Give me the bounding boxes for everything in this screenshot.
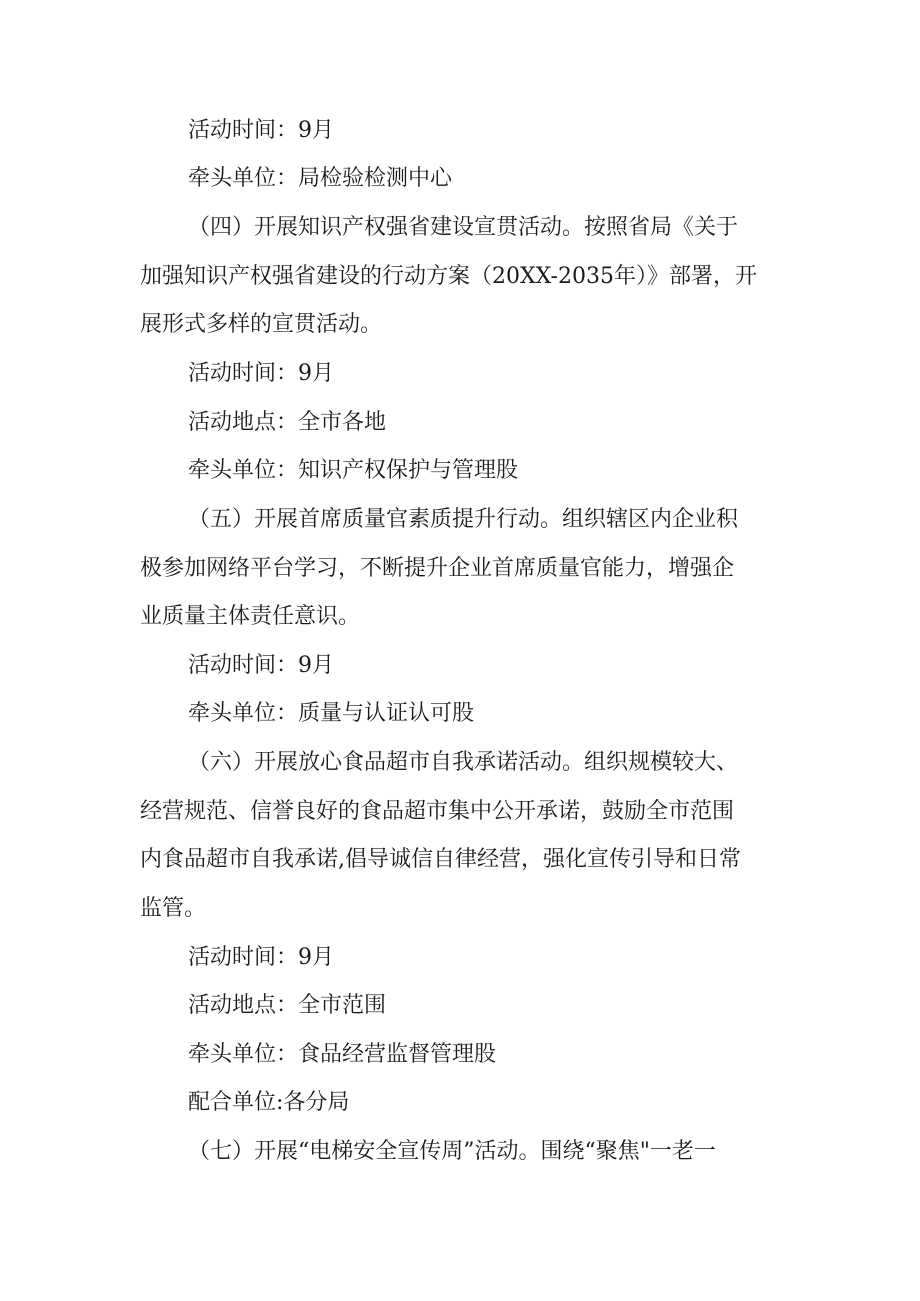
- activity-time-line: 活动时间：9月: [188, 361, 334, 386]
- section-four-body-line: 展形式多样的宣贯活动。: [140, 312, 383, 337]
- section-five-body-line: 业质量主体责任意识。: [140, 604, 361, 629]
- section-four-heading-line: （四）开展知识产权强省建设宣贯活动。按照省局《关于: [188, 215, 739, 240]
- activity-time-line: 活动时间：9月: [188, 118, 334, 143]
- section-four-body-line: 加强知识产权强省建设的行动方案（20XX-2035年）》部署，开: [140, 264, 757, 289]
- section-five-heading-line: （五）开展首席质量官素质提升行动。组织辖区内企业积: [188, 507, 739, 532]
- activity-time-line: 活动时间：9月: [188, 653, 334, 678]
- section-six-heading-line: （六）开展放心食品超市自我承诺活动。组织规模较大、: [188, 750, 739, 775]
- lead-unit-line: 牵头单位：局检验检测中心: [188, 166, 453, 191]
- lead-unit-line: 牵头单位：质量与认证认可股: [188, 701, 475, 726]
- lead-unit-line: 牵头单位：知识产权保护与管理股: [188, 458, 519, 483]
- section-six-body-line: 内食品超市自我承诺,倡导诚信自律经营，强化宣传引导和日常: [140, 847, 741, 872]
- activity-location-line: 活动地点：全市范围: [188, 993, 387, 1018]
- section-six-body-line: 监管。: [140, 896, 207, 921]
- activity-location-line: 活动地点：全市各地: [188, 410, 387, 435]
- section-seven-heading-line: （七）开展“电梯安全宣传周”活动。围绕“聚焦"一老一: [188, 1139, 716, 1164]
- section-five-body-line: 极参加网络平台学习，不断提升企业首席质量官能力，增强企: [140, 556, 735, 581]
- cooperating-unit-line: 配合单位:各分局: [188, 1090, 350, 1115]
- section-six-body-line: 经营规范、信誉良好的食品超市集中公开承诺，鼓励全市范围: [140, 799, 735, 824]
- lead-unit-line: 牵头单位：食品经营监督管理股: [188, 1042, 497, 1067]
- activity-time-line: 活动时间：9月: [188, 945, 334, 970]
